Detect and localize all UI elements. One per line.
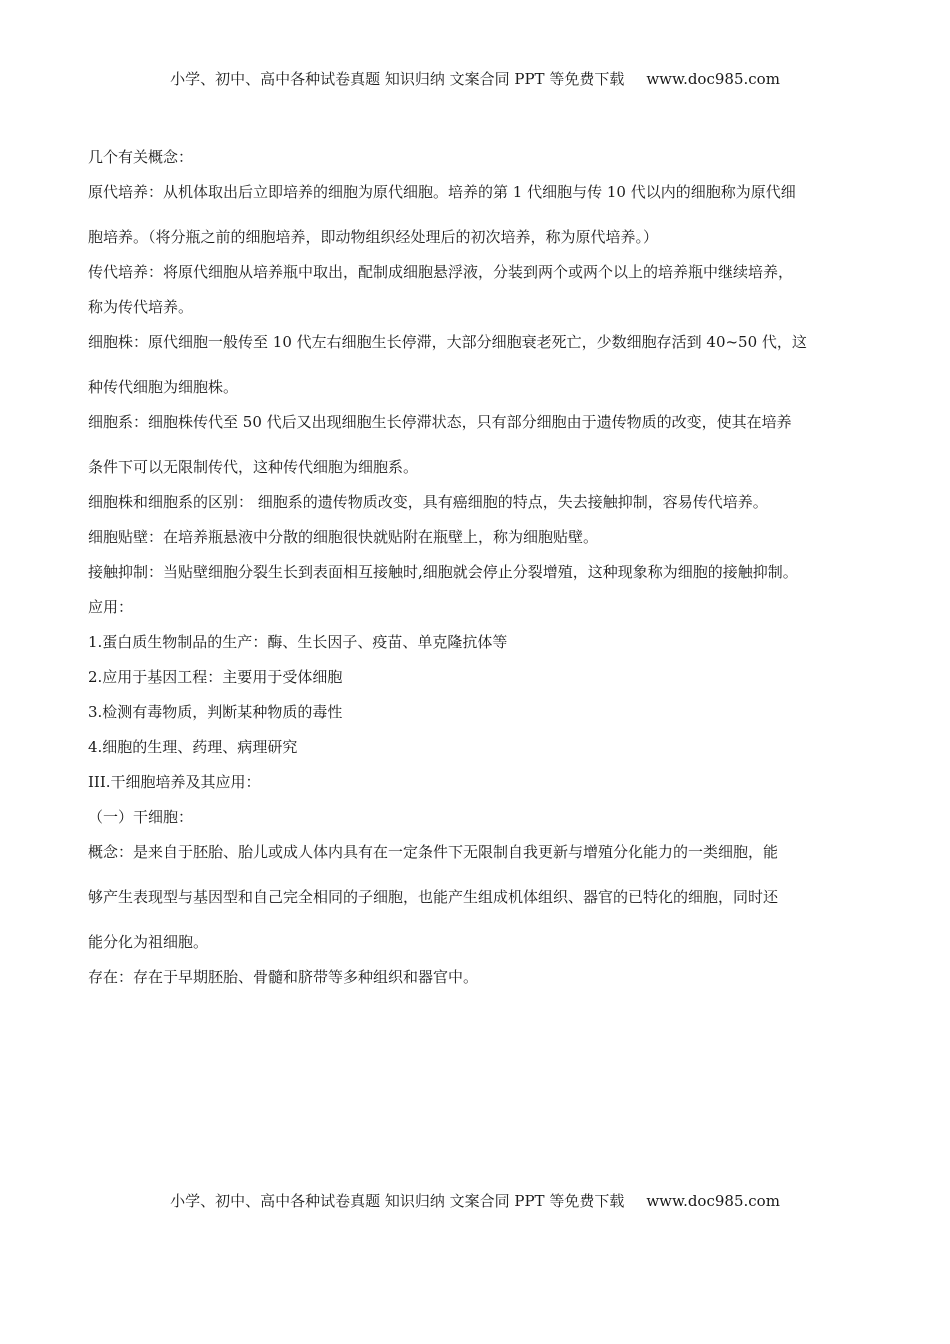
paragraph-stem-cell-location: 存在：存在于早期胚胎、骨髓和脐带等多种组织和器官中。 <box>88 968 479 986</box>
list-item: 2.应用于基因工程：主要用于受体细胞 <box>88 668 343 686</box>
paragraph-cell-strain: 细胞株：原代细胞一般传至 10 代左右细胞生长停滞，大部分细胞衰老死亡，少数细胞存活到 40~50 代，这 <box>88 333 807 351</box>
header-site-url[interactable]: www.doc985.com <box>646 70 780 88</box>
paragraph-stem-cell-concept: 概念：是来自于胚胎、胎儿或成人体内具有在一定条件下无限制自我更新与增殖分化能力的一类细胞，能 <box>88 843 779 861</box>
section-heading-applications: 应用： <box>88 598 134 616</box>
page-footer <box>0 1190 950 1211</box>
section-heading-concepts: 几个有关概念： <box>88 148 194 166</box>
paragraph-primary-culture: 胞培养。（将分瓶之前的细胞培养，即动物组织经处理后的初次培养，称为原代培养。） <box>88 228 659 246</box>
paragraph-adherence: 细胞贴壁：在培养瓶悬液中分散的细胞很快就贴附在瓶壁上，称为细胞贴壁。 <box>88 528 599 546</box>
footer-site-url[interactable]: www.doc985.com <box>646 1192 780 1210</box>
paragraph-cell-strain: 种传代细胞为细胞株。 <box>88 378 239 396</box>
section-heading-stem-cells: III.干细胞培养及其应用： <box>88 773 261 791</box>
paragraph-cell-line: 条件下可以无限制传代，这种传代细胞为细胞系。 <box>88 458 419 476</box>
list-item: 4.细胞的生理、药理、病理研究 <box>88 738 298 756</box>
paragraph-cell-line: 细胞系：细胞株传代至 50 代后又出现细胞生长停滞状态，只有部分细胞由于遗传物质的改变，使其在培养 <box>88 413 792 431</box>
list-item: 3.检测有毒物质，判断某种物质的毒性 <box>88 703 343 721</box>
header-text: 小学、初中、高中各种试卷真题 知识归纳 文案合同 PPT 等免费下载 <box>170 70 625 88</box>
list-item: 1.蛋白质生物制品的生产：酶、生长因子、疫苗、单克隆抗体等 <box>88 633 508 651</box>
subsection-heading-stem-cell: （一）干细胞： <box>88 808 194 826</box>
paragraph-passage-culture: 称为传代培养。 <box>88 298 194 316</box>
page-header <box>0 68 950 89</box>
paragraph-strain-vs-line: 细胞株和细胞系的区别： 细胞系的遗传物质改变，具有癌细胞的特点，失去接触抑制，容易传代培养。 <box>88 493 768 511</box>
paragraph-primary-culture: 原代培养：从机体取出后立即培养的细胞为原代细胞。培养的第 1 代细胞与传 10 代以内的细胞称为原代细 <box>88 183 796 201</box>
document-body <box>88 146 868 989</box>
paragraph-contact-inhibition: 接触抑制：当贴壁细胞分裂生长到表面相互接触时,细胞就会停止分裂增殖，这种现象称为细胞的接触抑制。 <box>88 563 798 581</box>
paragraph-stem-cell-concept: 能分化为祖细胞。 <box>88 933 209 951</box>
footer-text: 小学、初中、高中各种试卷真题 知识归纳 文案合同 PPT 等免费下载 <box>170 1192 625 1210</box>
paragraph-passage-culture: 传代培养：将原代细胞从培养瓶中取出，配制成细胞悬浮液，分装到两个或两个以上的培养瓶中继续培养， <box>88 263 794 281</box>
paragraph-stem-cell-concept: 够产生表现型与基因型和自己完全相同的子细胞，也能产生组成机体组织、器官的已特化的细胞，同时还 <box>88 888 779 906</box>
